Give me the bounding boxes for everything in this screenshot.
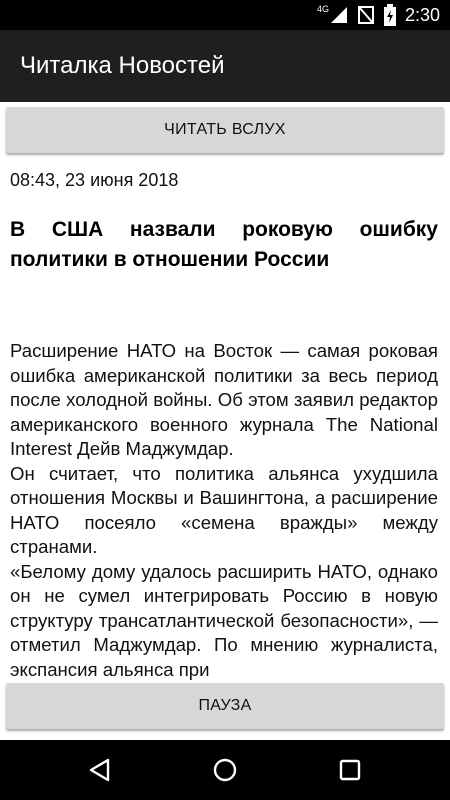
read-aloud-button[interactable]: ЧИТАТЬ ВСЛУХ: [6, 107, 444, 153]
article-body: [10, 339, 438, 680]
status-time: 2:30: [404, 4, 440, 25]
article-scroll-view[interactable]: [10, 160, 438, 680]
status-bar: [0, 0, 450, 30]
signal-icon: [329, 5, 349, 25]
battery-charging-icon: [383, 4, 397, 26]
recents-icon[interactable]: [336, 756, 364, 784]
article-paragraph: «Белому дому удалось расширить НАТО, однако он не сумел интегрировать Россию в новую структуру трансатлантической безопасности», — отметил Маджумдар. По мнению журналиста, экспансия альянса при: [10, 560, 438, 680]
article-paragraph: Расширение НАТО на Восток — самая роковая ошибка американской политики за весь период после холодной войны. Об этом заявил редактор американского военного журнала The National Interest Дейв Маджумдар.: [10, 340, 438, 459]
pause-button[interactable]: ПАУЗА: [6, 683, 444, 729]
app-bar: [0, 30, 450, 102]
back-icon[interactable]: [86, 756, 114, 784]
article-date: 08:43, 23 июня 2018: [10, 170, 179, 190]
article-headline: В США назвали роковую ошибку политики в отношении России: [10, 218, 438, 271]
navigation-bar: [0, 740, 450, 800]
network-type-label: 4G: [316, 4, 329, 14]
app-title: Читалка Новостей: [20, 52, 225, 79]
status-icons: [309, 0, 440, 30]
article-paragraph: Он считает, что политика альянса ухудшила отношения Москвы и Вашингтона, а расширение НАТО посеяло «семена вражды» между странами.: [10, 462, 438, 557]
home-icon[interactable]: [211, 756, 239, 784]
no-sim-icon: [357, 5, 375, 25]
